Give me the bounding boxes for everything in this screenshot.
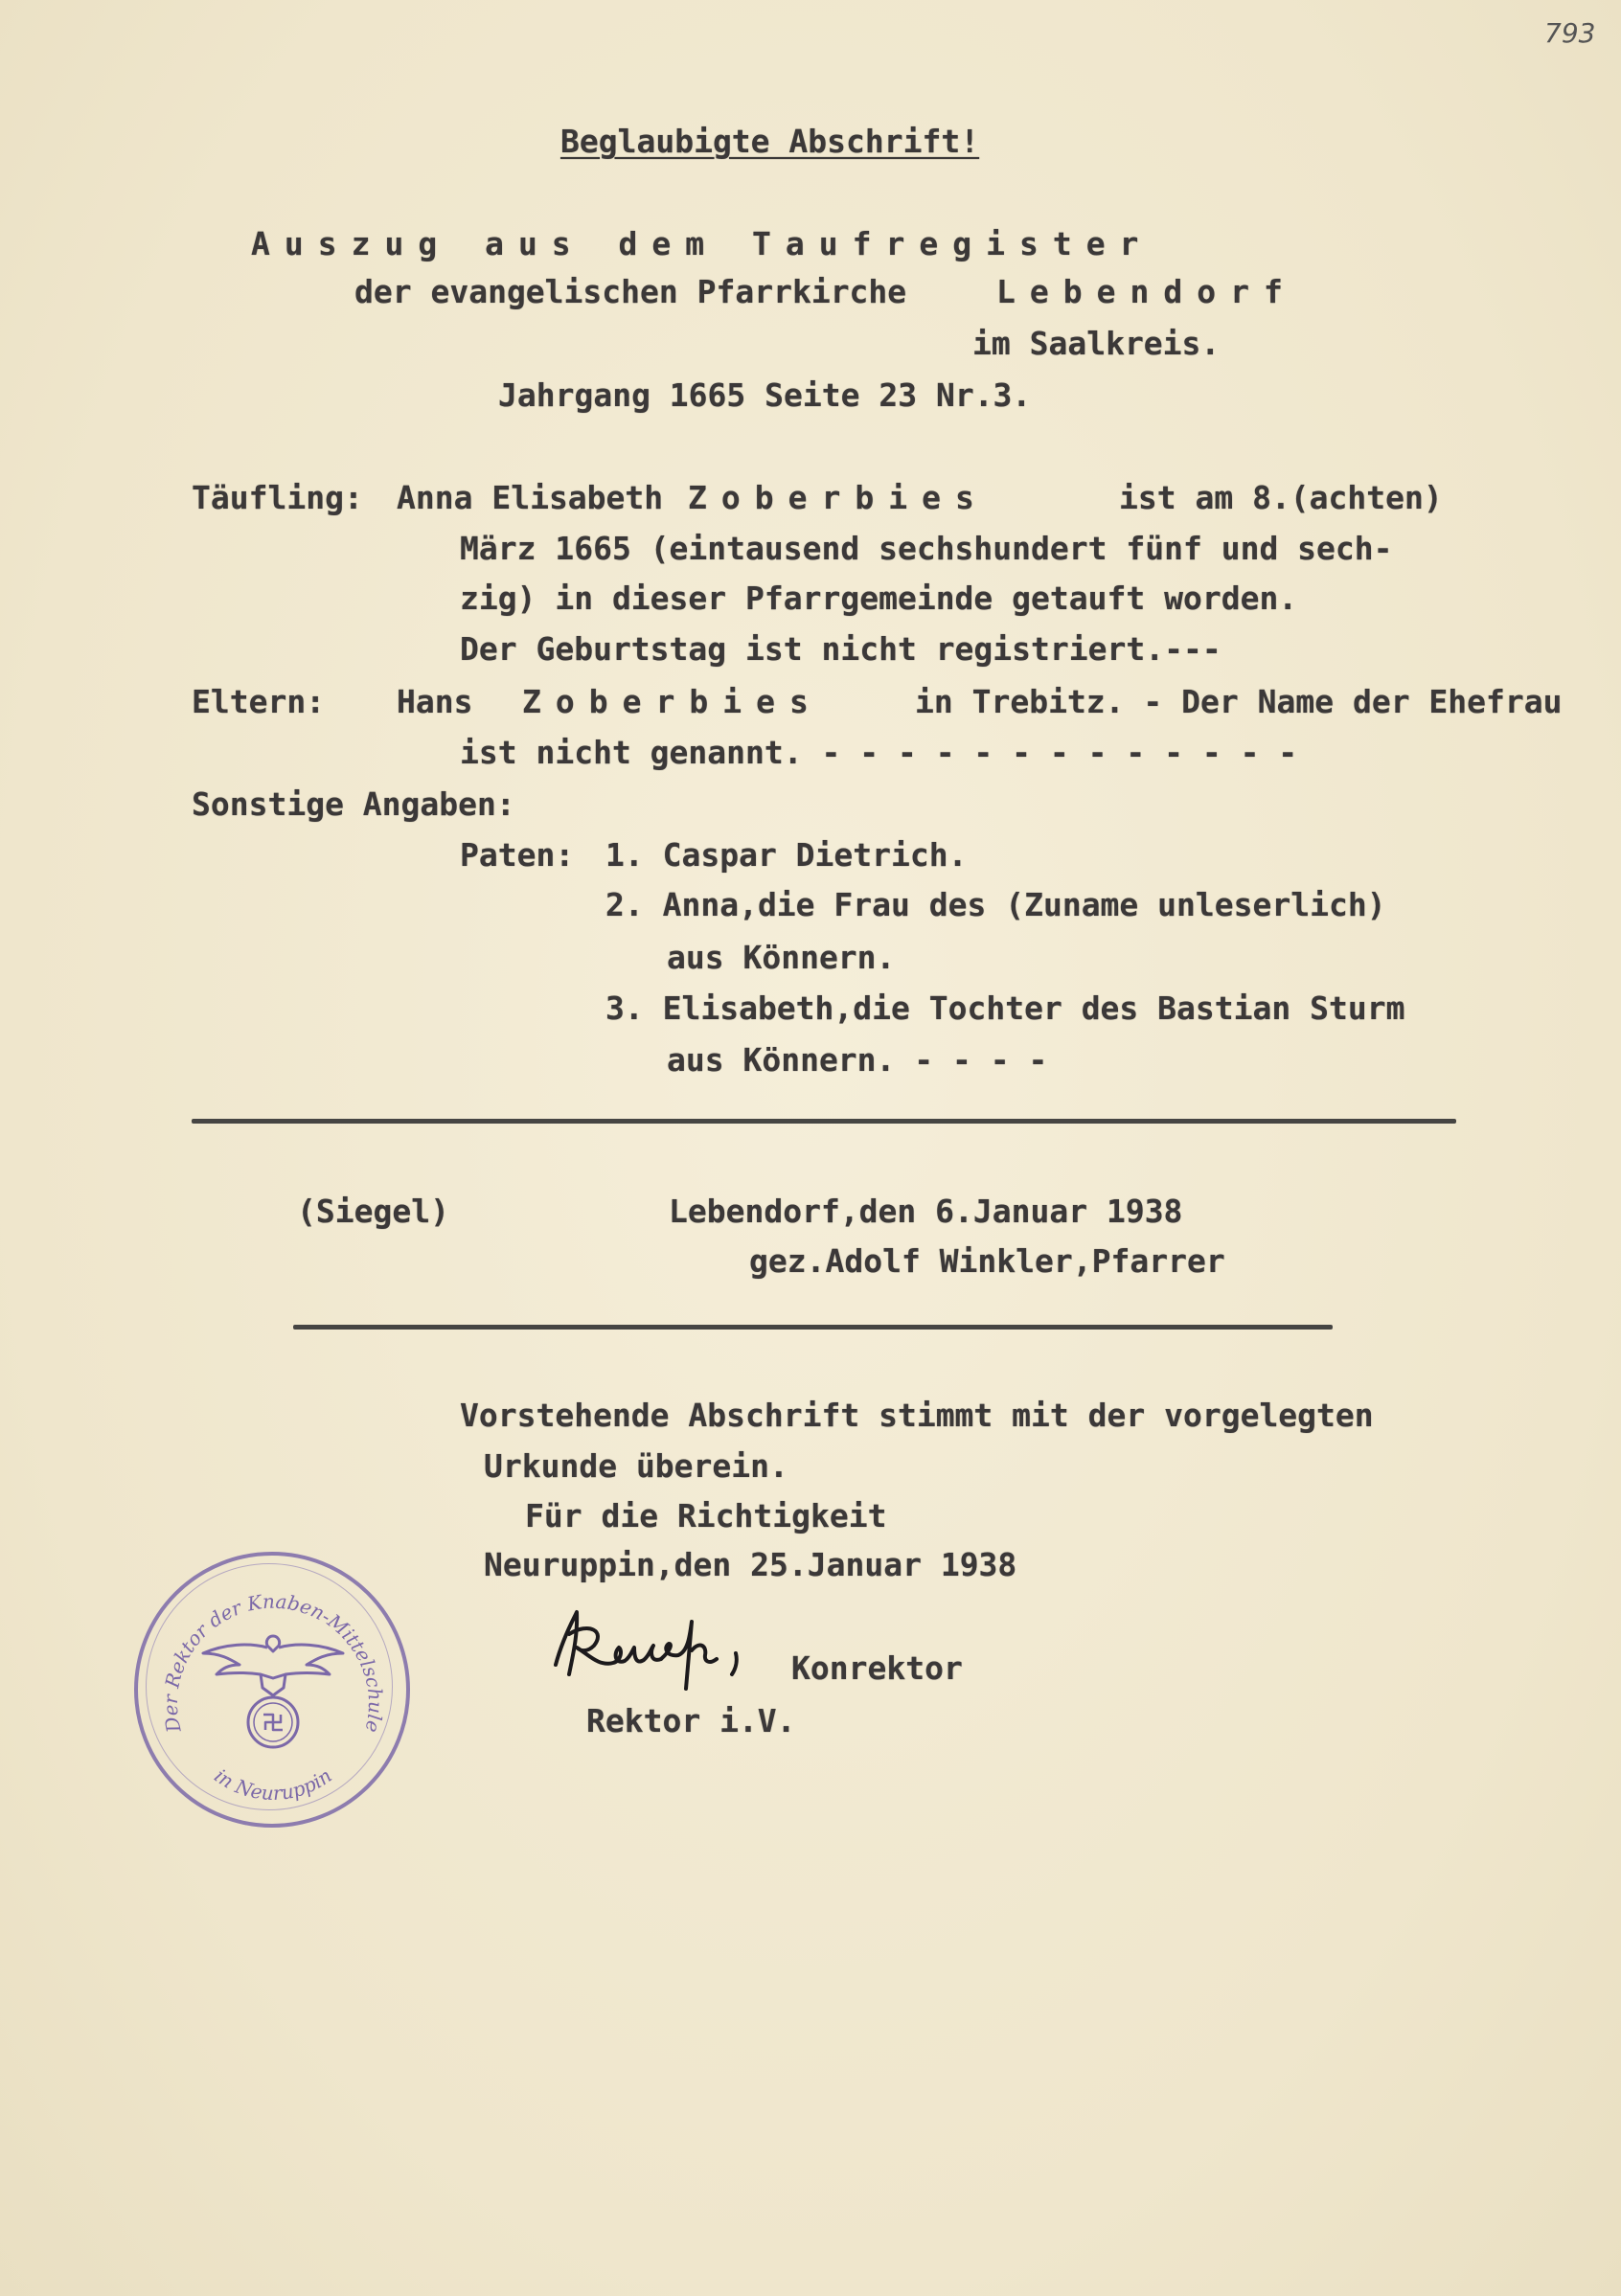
title-line-2b: Lebendorf	[996, 273, 1297, 310]
signer-role: Rektor i.V.	[586, 1702, 796, 1739]
title-line-3: im Saalkreis.	[972, 325, 1221, 362]
place-date: Lebendorf,den 6.Januar 1938	[669, 1193, 1183, 1230]
eltern-surname: Zoberbies	[522, 683, 823, 720]
certification-line-1: Vorstehende Abschrift stimmt mit der vorgelegten	[460, 1397, 1374, 1434]
paten-label: Paten:	[460, 836, 575, 874]
handwritten-signature	[546, 1598, 766, 1703]
pate-2-origin: aus Könnern.	[667, 939, 896, 976]
stamp-text-bottom: in Neuruppin	[210, 1763, 336, 1806]
eltern-label: Eltern:	[192, 683, 326, 720]
divider-rule-2	[293, 1325, 1333, 1330]
page-number: 793	[1544, 17, 1596, 49]
official-stamp	[134, 1552, 412, 1830]
eltern-line-2: ist nicht genannt. - - - - - - - - - - - - -	[460, 734, 1298, 771]
sonstige-label: Sonstige Angaben:	[192, 785, 515, 823]
stamp-inscription	[134, 1552, 412, 1830]
certification-line-2: Urkunde überein.	[484, 1447, 788, 1485]
certification-line-3: Für die Richtigkeit	[525, 1497, 887, 1534]
taeufling-label: Täufling:	[192, 479, 363, 516]
siegel-note: (Siegel)	[297, 1193, 449, 1230]
pate-3: 3. Elisabeth,die Tochter des Bastian Sturm	[605, 989, 1405, 1027]
certification-line-4: Neuruppin,den 25.Januar 1938	[484, 1546, 1017, 1583]
entry-line-4: Der Geburtstag ist nicht registriert.---	[460, 630, 1221, 668]
divider-rule-1	[192, 1119, 1456, 1124]
pate-1: 1. Caspar Dietrich.	[605, 836, 968, 874]
title-line-4: Jahrgang 1665 Seite 23 Nr.3.	[498, 376, 1032, 414]
svg-text:in Neuruppin	[210, 1763, 335, 1805]
signer-title: Konrektor	[791, 1649, 963, 1687]
eagle-emblem-icon	[203, 1636, 343, 1747]
eltern-rest: in Trebitz. - Der Name der Ehefrau	[915, 683, 1563, 720]
title-line-1: Auszug aus dem Taufregister	[251, 225, 1153, 262]
eltern-first-name: Hans	[397, 683, 473, 720]
pate-2: 2. Anna,die Frau des (Zuname unleserlich)	[605, 886, 1386, 923]
heading: Beglaubigte Abschrift!	[560, 123, 980, 160]
entry-line-2: März 1665 (eintausend sechshundert fünf und sech-	[460, 530, 1393, 567]
signed-by: gez.Adolf Winkler,Pfarrer	[749, 1242, 1225, 1280]
stamp-text-top: Der Rektor der Knaben-Mittelschule	[158, 1589, 388, 1736]
taeufling-first-names: Anna Elisabeth	[397, 479, 664, 516]
taeufling-date: ist am 8.(achten)	[1119, 479, 1443, 516]
taeufling-surname: Zoberbies	[688, 479, 989, 516]
entry-line-3: zig) in dieser Pfarrgemeinde getauft worden.	[460, 580, 1298, 617]
pate-3-origin: aus Könnern. - - - -	[667, 1041, 1048, 1079]
title-line-2a: der evangelischen Pfarrkirche	[354, 273, 907, 310]
